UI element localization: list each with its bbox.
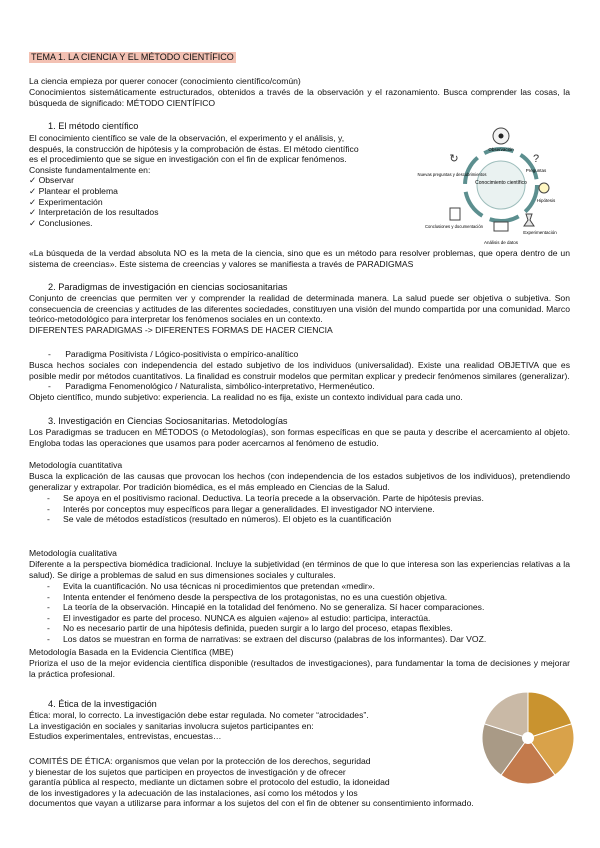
refresh-icon: ↻ [449,153,459,165]
list-item: ✓ Interpretación de los resultados [29,207,424,218]
intro-paragraph: Conocimientos sistemáticamente estructurados, obtenidos a través de la observación y el razonamiento. Busca comprender las cosas, la búsqueda de significado: MÉTODO CIENTÍFICO [29,87,570,108]
diagram-center-label: Conocimiento científico [475,180,527,186]
page-title: TEMA 1. LA CIENCIA Y EL MÉTODO CIENTÍFICO [31,52,234,62]
paradigm-1-title: - Paradigma Positivista / Lógico-positivista o empírico-analítico [48,349,299,359]
list-item: - No es necesario partir de una hipótesis definida, pueden surgir a lo largo del proceso, etapas flexibles. [29,623,570,634]
cualitativa-list [29,581,570,645]
diagram-node-experimentacion: Experimentación [523,230,557,235]
paradigm-2-text: Objeto científico, mundo subjetivo: experiencia. La realidad no es fija, existe un contexto individual para cada uno. [29,392,463,402]
diagram-node-hipotesis: Hipótesis [536,198,556,203]
list-item: ✓ Conclusiones. [29,218,424,229]
mbe-text: Prioriza el uso de la mejor evidencia científica disponible (resultados de investigaciones), para fundamentar la toma de decisiones y mejorar la práctica profesional. [29,658,570,679]
cuantitativa-list [29,493,570,525]
list-item: - El investigador es parte del proceso. NUNCA es alguien «ajeno» al estudio: participa, interactúa. [29,613,570,624]
list-item: ✓ Plantear el problema [29,186,424,197]
section-4-text: Ética: moral, lo correcto. La investigación debe estar regulada. No cometer “atrocidades”. La investigación en sociales y sanitarias involucra sujetos participantes en: Estudios experimentales, entrevistas, encuestas… [29,710,369,742]
method-steps [29,175,424,228]
cualitativa-title: Metodología cualitativa [29,548,117,558]
diagram-node-nuevas: Nuevas preguntas y descubrimientos [417,172,487,177]
list-item: - Evita la cuantificación. No usa técnicas ni procedimientos que pretendan «medir». [29,581,570,592]
diagram-node-preguntas: Preguntas [525,168,547,173]
paradigm-1-text: Busca hechos sociales con independencia del estado subjetivo de los individuos (universalidad). Existe una realidad OBJETIVA que es posible medir por métodos cuantitativos. La finalidad es construir modelos que permitan explicar y predecir fenómenos similares (generalizar). [29,360,570,381]
lightbulb-icon [539,183,549,193]
question-icon: ? [532,153,540,165]
section-1-text: El conocimiento científico se vale de la observación, el experimento y el análisis, y, después, la construcción de hipótesis y la comprobación de éstas. El método científico es el procedimiento que se sigue en investigación con el fin de explicar fenómenos. Consiste fundamentalmente en: ✓ Observar ✓ Plantear el problema ✓ Experimentación ✓ Interpretación de los resultados ✓ Conclusiones. [29,133,424,228]
list-item: - Se apoya en el positivismo racional. Deductiva. La teoría precede a la observación. Parte de hipótesis previas. [29,493,570,504]
list-item: - Intenta entender el fenómeno desde la perspectiva de los protagonistas, no es una cuestión objetiva. [29,592,570,603]
section-2-text: Conjunto de creencias que permiten ver y comprender la realidad de determinada manera. La salud puede ser objetiva o subjetiva. Son consecuencia de creencias y actitudes de las diferentes sociedades, constituyen una visión del mundo compartida por una comunidad. Marco teórico-metodológico para interpretar los fenómenos sociales en un contexto. [29,293,570,325]
paradigm-2-title: - Paradigma Fenomenológico / Naturalista, simbólico-interpretativo, Hermenéutico. [48,381,375,391]
ethics-wheel-diagram [482,686,574,804]
section-1-heading: 1. El método científico [48,121,139,131]
section-3-heading: 3. Investigación en Ciencias Sociosanitarias. Metodologías [48,416,288,426]
list-item: - Los datos se muestran en forma de narrativas: se extraen del discurso (palabras de los informantes). Dar VOZ. [29,634,570,645]
list-item: - Interés por conceptos muy específicos para llegar a generalidades. El investigador NO interviene. [29,504,570,515]
cualitativa-text: Diferente a la perspectiva biomédica tradicional. Incluye la subjetividad (en términos de que lo que interesa son las experiencias relativas a la salud). Se dirige a problemas de salud en sus dimensiones sociales y culturales. [29,559,570,580]
comites-etica: COMITÉS DE ÉTICA: organismos que velan por la protección de los derechos, seguridad y bienestar de los sujetos que participen en proyectos de investigación y de ofrecer garantía pública al respecto, mediante un dictamen sobre el protocolo del estudio, la idoneidad de los investigadores y la adecuación de las instalaciones, así como los métodos y los documentos que vayan a utilizarse para informar a los sujetos del con el fin de obtener su consentimiento informado. [29,756,474,809]
intro-line: La ciencia empieza por querer conocer (conocimiento científico/común) [29,76,301,86]
section-3-text: Los Paradigmas se traducen en MÉTODOS (o Metodologías), son formas específicas en que se pauta y describe el acercamiento al objeto. Engloba todas las operaciones que usamos para poder acercarnos al fenómeno de estudio. [29,427,570,448]
list-item: - Se vale de métodos estadísticos (resultado en números). El objeto es la cuantificación [29,514,570,525]
section-2-caps: DIFERENTES PARADIGMAS -> DIFERENTES FORMAS DE HACER CIENCIA [29,325,333,335]
diagram-node-observacion: Observación [488,147,514,152]
cuantitativa-text: Busca la explicación de las causas que provocan los hechos (con independencia de los estados subjetivos de los individuos), pretendiendo generalizar y extrapolar. Por tradición biomédica, es el más empleado en Ciencias de la Salud. [29,471,570,492]
list-item: ✓ Experimentación [29,197,424,208]
mbe-title: Metodología Basada en la Evidencia Científica (MBE) [29,647,234,657]
section-2-heading: 2. Paradigmas de investigación en ciencias sociosanitarias [48,282,288,292]
scientific-method-diagram [417,118,576,246]
diagram-node-conclusiones: Conclusiones y documentación [425,224,483,229]
document-icon [450,208,460,220]
chart-icon [494,222,508,231]
list-item: - La teoría de la observación. Hincapié en la totalidad del fenómeno. No se generaliza. Sí hacer comparaciones. [29,602,570,613]
cuantitativa-title: Metodología cuantitativa [29,460,123,470]
diagram-node-analisis: Análisis de datos [483,240,519,245]
section-4-heading: 4. Ética de la investigación [48,699,157,709]
paradigm-quote: «La búsqueda de la verdad absoluta NO es la meta de la ciencia, sino que es un método para resolver problemas, que opera dentro de un sistema de creencias». Este sistema de creencias y valores se manifiesta a través de PARADIGMAS [29,248,570,269]
list-item: ✓ Observar [29,175,424,186]
flask-icon [524,214,534,226]
